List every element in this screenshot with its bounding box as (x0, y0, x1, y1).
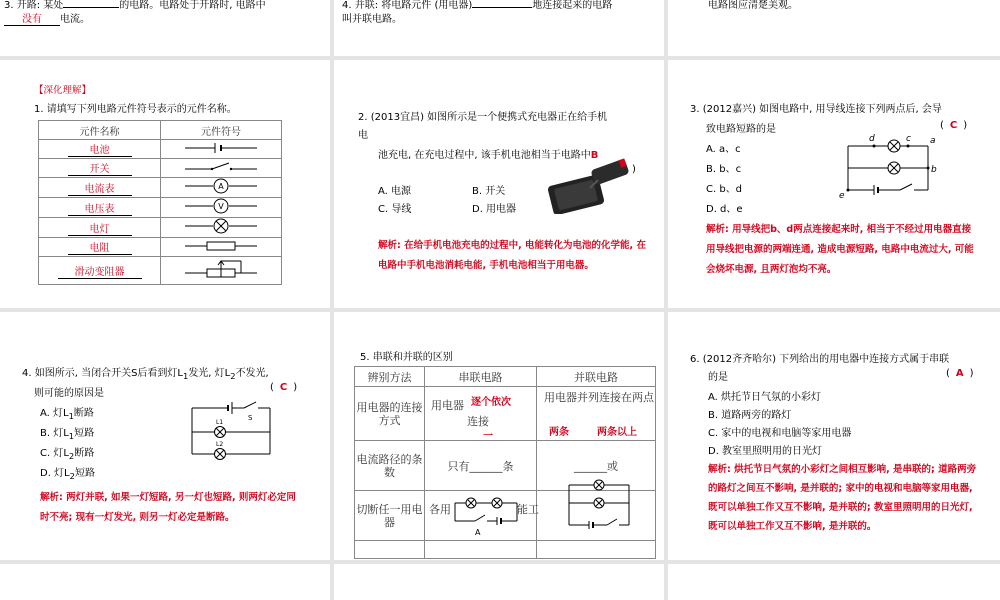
s5-r2-series: 只有______条 (425, 441, 537, 491)
s3-answer-paren: ( C ) (940, 120, 968, 131)
top-left-line2: 没有 电流。 (4, 10, 90, 26)
s5-r3-label: 切断任一用电器 (355, 491, 425, 541)
s4-circuit-diagram (186, 398, 276, 464)
bottom-slide-mid (334, 564, 664, 600)
top-right-text: 电路图应清楚美观。 (708, 0, 798, 11)
bottom-slide-left (0, 564, 330, 600)
s5-ammeter-label: A (475, 528, 481, 537)
s4-explanation: 解析: 两灯并联, 如果一灯短路, 另一灯也短路, 则两灯必定同时不亮; 现有一灯发光, 则另一灯必定是断路。 (40, 492, 296, 523)
s4-l1-label: L1 (216, 419, 224, 426)
ammeter-letter: A (218, 182, 224, 191)
s2-question-line1: 2. (2013宜昌) 如图所示是一个便携式充电器正在给手机 (358, 112, 608, 123)
s2-paren: ) (632, 164, 636, 175)
top-left-line1: 3. 开路: 某处 的电路。电路处于开路时, 电路中 (4, 0, 266, 11)
s5-header-parallel: 并联电路 (537, 367, 656, 387)
s5-r1-parallel: 用电器并列连接在两点 两条 两条以上 (537, 387, 656, 441)
component-table (38, 120, 282, 285)
section-heading: 【深化理解】 (34, 85, 92, 96)
s2-answer: B (590, 150, 599, 161)
s2-question-line1b: 电 (358, 130, 368, 141)
s2-option-a: A. 电源 (378, 186, 412, 197)
s4-question-line2: 则可能的原因是 (34, 388, 104, 399)
s4-l2-label: L2 (216, 441, 224, 448)
s5-r1-series: 用电器 逐个依次 连接 一 (425, 387, 537, 441)
s5-r1-label: 用电器的连接方式 (355, 387, 425, 441)
s5-header-method: 辨别方法 (355, 367, 425, 387)
s6-answer: A (955, 368, 964, 379)
s6-option-d: D. 教室里照明用的日光灯 (708, 446, 823, 457)
label-e: e (839, 191, 845, 201)
label-c: c (906, 134, 911, 144)
resistor-symbol (181, 239, 261, 253)
s5-r1-series-answer: 逐个依次 (471, 397, 511, 408)
row-ammeter-name: 电流表 (68, 180, 132, 196)
series-parallel-table (354, 366, 656, 559)
s5-r3-series: 各用 能工 A (425, 491, 537, 541)
lamp-symbol (181, 218, 261, 234)
voltmeter-letter: V (218, 202, 224, 211)
s3-explanation: 解析: 用导线把b、d两点连接起来时, 相当于不经过用电器直接用导线把电源的两端连通, 造成电源短路, 电路中电流过大, 可能会烧坏电源, 且两灯泡均不亮。 (706, 224, 974, 275)
s6-question-line1: 6. (2012齐齐哈尔) 下列给出的用电器中连接方式属于串联 (690, 354, 950, 365)
s2-option-b: B. 开关 (472, 186, 506, 197)
col-name-header: 元件名称 (39, 121, 161, 140)
s6-option-c: C. 家中的电视和电脑等家用电器 (708, 428, 852, 439)
s4-option-a: A. 灯$L_1$断路 (40, 408, 94, 421)
top-slide-right (668, 0, 1000, 56)
s5-r3-parallel (537, 491, 656, 541)
s6-explanation: 解析: 烘托节日气氛的小彩灯之间相互影响, 是串联的; 道路两旁的路灯之间互不影响, 是并联的; 家中的电视和电脑等家用电器, 既可以单独工作又互不影响, 是并联的; 教室里照明用的日光灯, 既可以单独工作又互不影响, 是并联的。 (708, 464, 977, 532)
s6-option-b: B. 道路两旁的路灯 (708, 410, 792, 421)
s3-option-c: C. b、d (706, 184, 743, 195)
s6-question-line2: 的是 (708, 372, 728, 383)
s5-header-series: 串联电路 (425, 367, 537, 387)
battery-symbol (181, 141, 261, 155)
s4-answer: C (279, 382, 288, 393)
col-symbol-header: 元件符号 (161, 121, 282, 140)
s5-title: 5. 串联和并联的区别 (360, 352, 453, 363)
s5-r2-label: 电流路径的条数 (355, 441, 425, 491)
top-left-answer: 没有 (4, 10, 60, 26)
slide-2 (334, 60, 664, 308)
row-battery-name: 电池 (68, 141, 132, 157)
label-a: a (930, 136, 936, 146)
rheostat-symbol (181, 257, 261, 281)
s2-option-c: C. 导线 (378, 204, 412, 215)
s3-circuit-diagram (838, 132, 938, 204)
s5-r2-parallel: ______或 (537, 441, 656, 491)
s4-option-b: B. 灯$L_1$短路 (40, 428, 95, 441)
top-mid-line1: 4. 并联: 将电路元件 (用电器) 地连接起来的电路 (342, 0, 613, 11)
slide-5 (334, 312, 664, 560)
row-rheostat-name: 滑动变阻器 (58, 263, 142, 279)
slide-4 (0, 312, 330, 560)
s1-question: 1. 请填写下列电路元件符号表示的元件名称。 (34, 104, 237, 115)
slide-6 (668, 312, 1000, 560)
voltmeter-symbol (181, 198, 261, 214)
s3-question-line2: 致电路短路的是 (706, 124, 776, 135)
phone-charger-image (546, 158, 636, 214)
label-d: d (869, 134, 875, 144)
s5-parallel-circuit (559, 475, 639, 537)
top-slide-mid (334, 0, 664, 56)
s4-answer-paren: ( C ) (270, 382, 298, 393)
s2-option-d: D. 用电器 (472, 204, 517, 215)
s4-question-line1: 4. 如图所示, 当闭合开关S后看到灯$L_1$发光, 灯$L_2$不发光, (22, 368, 269, 381)
ammeter-symbol (181, 178, 261, 194)
s3-answer: C (949, 120, 958, 131)
row-resistor-name: 电阻 (68, 239, 132, 255)
bottom-slide-right (668, 564, 1000, 600)
slide-3 (668, 60, 1000, 308)
s5-r1-series-answer2: 一 (483, 431, 493, 442)
s5-series-circuit (451, 493, 521, 537)
s2-explanation: 解析: 在给手机电池充电的过程中, 电能转化为电池的化学能, 在电路中手机电池消耗电能, 手机电池相当于用电器。 (378, 240, 646, 271)
s3-option-a: A. a、c (706, 144, 741, 155)
s4-switch-label: S (248, 414, 253, 422)
s3-option-b: B. b、c (706, 164, 742, 175)
top-mid-line2: 叫并联电路。 (342, 14, 402, 25)
s5-r1-parallel-answer2: 两条以上 (597, 427, 637, 438)
switch-symbol (181, 160, 261, 174)
s6-answer-paren: ( A ) (946, 368, 974, 379)
row-switch-name: 开关 (68, 160, 132, 176)
s4-option-c: C. 灯$L_2$断路 (40, 448, 95, 461)
top-slide-left (0, 0, 330, 56)
slide-1 (0, 60, 330, 308)
s4-option-d: D. 灯$L_2$短路 (40, 468, 95, 481)
s6-option-a: A. 烘托节日气氛的小彩灯 (708, 392, 822, 403)
row-lamp-name: 电灯 (68, 220, 132, 236)
s3-question-line1: 3. (2012嘉兴) 如图电路中, 用导线连接下列两点后, 会导 (690, 104, 942, 115)
s3-option-d: D. d、e (706, 204, 743, 215)
row-voltmeter-name: 电压表 (68, 200, 132, 216)
s2-question-line2: 池充电, 在充电过程中, 该手机电池相当于电路中B (378, 150, 599, 161)
label-b: b (931, 165, 937, 175)
s5-r1-parallel-answer1: 两条 (549, 427, 569, 438)
